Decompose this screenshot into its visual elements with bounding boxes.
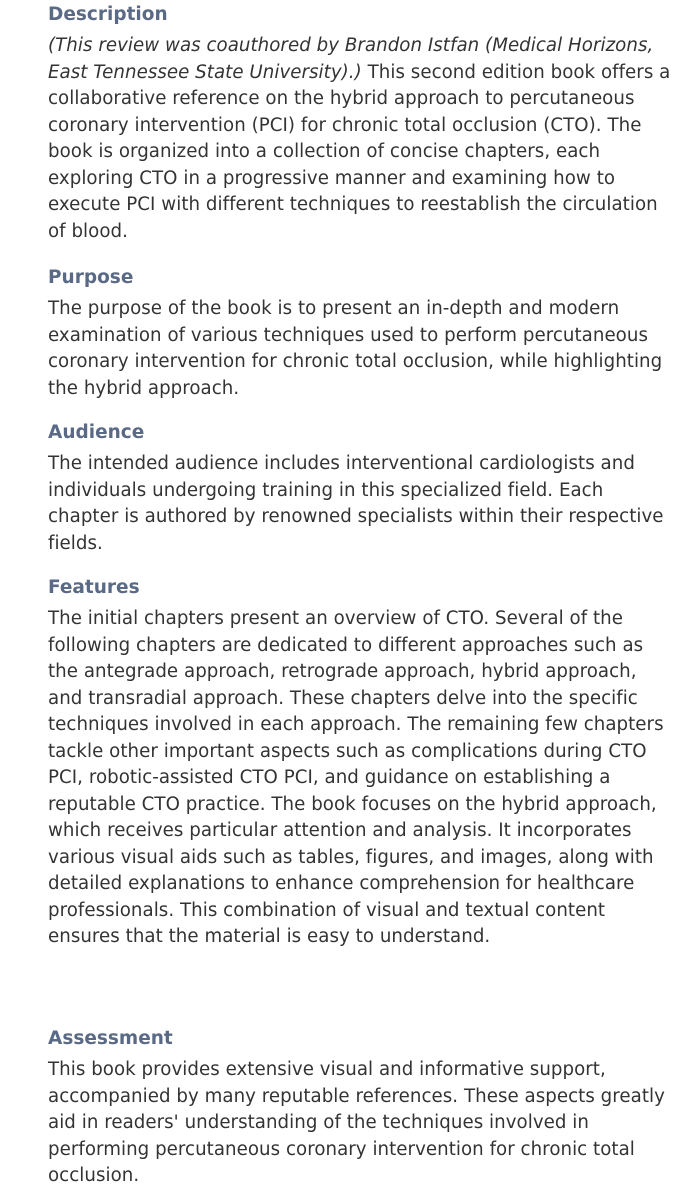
assessment-text: This book provides extensive visual and informative support, accompanied by many reputable references. These aspects greatly aid in readers' understanding of the techniques involved in performing percutaneous coronary intervention for chronic total occlusion. [48,1059,665,1186]
audience-text: The intended audience includes interventional cardiologists and individuals undergoing training in this specialized field. Each chapter is authored by renowned specialists within their respective fields. [48,453,664,554]
assessment-heading: Assessment [48,1028,173,1049]
description-body: This second edition book offers a collaborative reference on the hybrid approach to percutaneous coronary intervention (PCI) for chronic total occlusion (CTO). The book is organized into a collection of concise chapters, each exploring CTO in a progressive manner and examining how to execute PCI with different techniques to reestablish the circulation of blood. [48,61,671,242]
audience-section [48,421,671,557]
coauthor-note: (This review was coauthored by Brandon Istfan (Medical Horizons, East Tennessee State University).) [48,35,654,83]
assessment-section [48,1027,671,1190]
description-text [48,33,671,245]
description-heading: Description [48,4,168,25]
purpose-section [48,266,671,402]
description-section [48,3,671,245]
features-section [48,576,671,951]
purpose-heading: Purpose [48,267,134,288]
audience-heading: Audience [48,422,145,443]
features-text: The initial chapters present an overview of CTO. Several of the following chapters are dedicated to different approaches such as the antegrade approach, retrograde approach, hybrid approach, and transradial approach. These chapters delve into the specific techniques involved in each approach. The remaining few chapters tackle other important aspects such as complications during CTO PCI, robotic-assisted CTO PCI, and guidance on establishing a reputable CTO practice. The book focuses on the hybrid approach, which receives particular attention and analysis. It incorporates various visual aids such as tables, figures, and images, along with detailed explanations to enhance comprehension for healthcare professionals. This combination of visual and textual content ensures that the material is easy to understand. [48,608,664,947]
purpose-text: The purpose of the book is to present an in-depth and modern examination of various techniques used to perform percutaneous coronary intervention for chronic total occlusion, while highlighting the hybrid approach. [48,298,663,399]
features-heading: Features [48,577,140,598]
